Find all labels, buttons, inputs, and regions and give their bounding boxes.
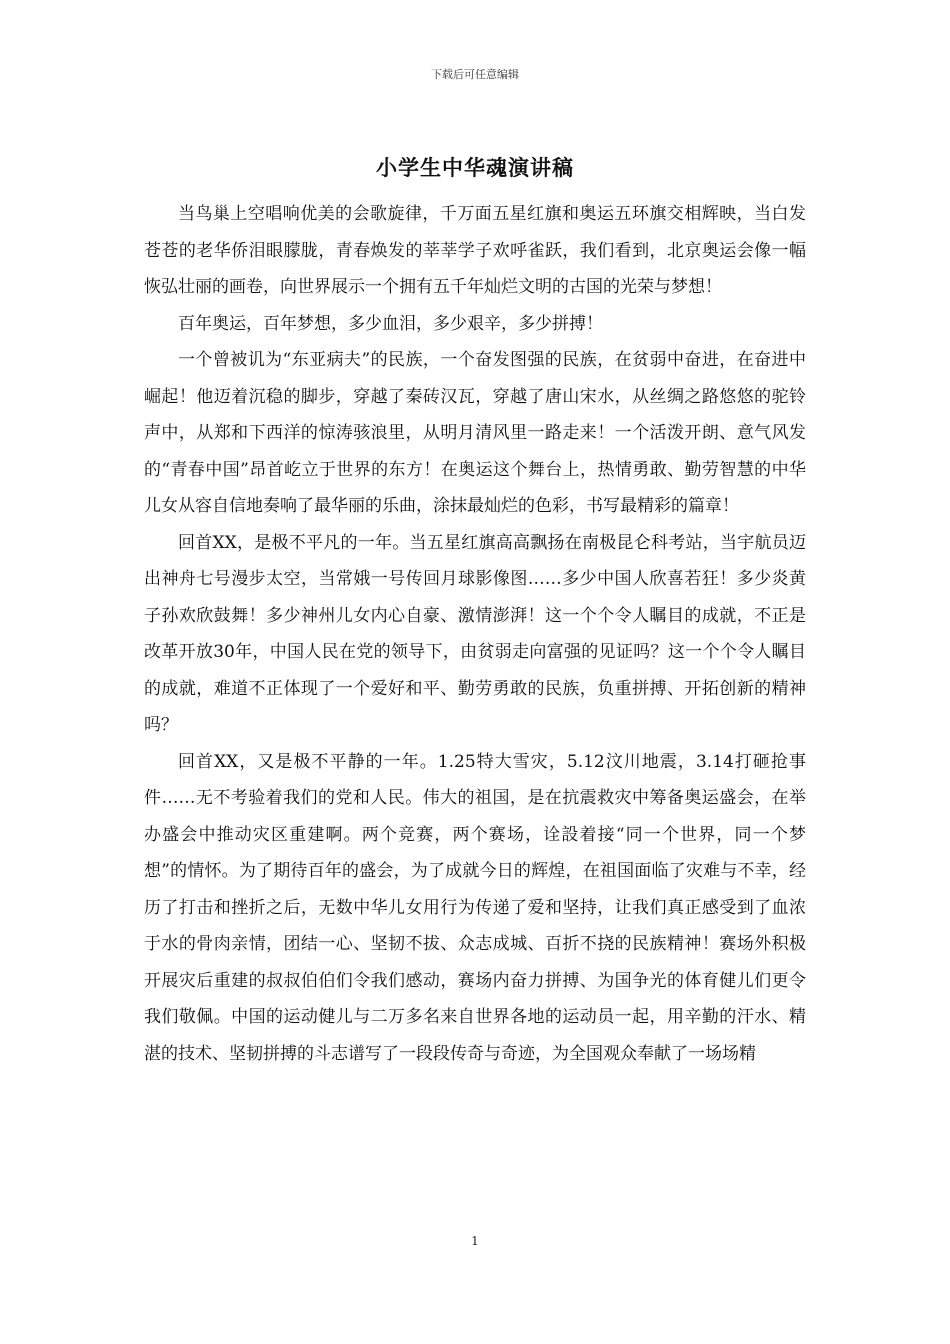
header-note: 下载后可任意编辑	[431, 68, 519, 81]
document-body	[144, 196, 806, 1072]
page-number: 1	[471, 1234, 479, 1248]
paragraph-3: 一个曾被讥为“东亚病夫”的民族，一个奋发图强的民族，在贫弱中奋进，在奋进中崛起！他迈着沉稳的脚步，穿越了秦砖汉瓦，穿越了唐山宋水，从丝绸之路悠悠的驼铃声中，从郑和下西洋的惊涛骇浪里，从明月清风里一路走来！一个活泼开朗、意气风发的“青春中国”昂首屹立于世界的东方！在奥运这个舞台上，热情勇敢、勤劳智慧的中华儿女从容自信地奏响了最华丽的乐曲，涂抹最灿烂的色彩，书写最精彩的篇章！	[144, 350, 806, 516]
paragraph-4: 回首XX，是极不平凡的一年。当五星红旗高高飘扬在南极昆仑科考站，当宇航员迈出神舟七号漫步太空，当常娥一号传回月球影像图……多少中国人欣喜若狂！多少炎黄子孙欢欣鼓舞！多少神州儿女内心自豪、激情澎湃！这一个个令人瞩目的成就，不正是改革开放30年，中国人民在党的领导下，由贫弱走向富强的见证吗？这一个个令人瞩目的成就，难道不正体现了一个爱好和平、勤劳勇敢的民族，负重拼搏、开拓创新的精神吗？	[144, 532, 806, 735]
paragraph-1: 当鸟巢上空唱响优美的会歌旋律，千万面五星红旗和奥运五环旗交相辉映，当白发苍苍的老华侨泪眼朦胧，青春焕发的莘莘学子欢呼雀跃，我们看到，北京奥运会像一幅恢弘壮丽的画卷，向世界展示一个拥有五千年灿烂文明的古国的光荣与梦想！	[144, 204, 806, 297]
paragraph-2: 百年奥运，百年梦想，多少血泪，多少艰辛，多少拼搏！	[178, 313, 603, 334]
paragraph-5: 回首XX，又是极不平静的一年。1.25特大雪灾，5.12汶川地震，3.14打砸抢事件……无不考验着我们的党和人民。伟大的祖国，是在抗震救灾中筹备奥运盛会，在举办盛会中推动灾区重建啊。两个竞赛，两个赛场，诠設着接“同一个世界，同一个梦想”的情怀。为了期待百年的盛会，为了成就今日的辉煌，在祖国面临了灾难与不幸，经历了打击和挫折之后，无数中华儿女用行为传递了爱和坚持，让我们真正感受到了血浓于水的骨肉亲情，团结一心、坚韧不拔、众志成城、百折不挠的民族精神！赛场外积极开展灾后重建的叔叔伯伯们令我们感动，赛场内奋力拼搏、为国争光的体育健儿们更令我们敬佩。中国的运动健儿与二万多名来自世界各地的运动员一起，用辛勤的汗水、精湛的技术、坚韧拼搏的斗志谱写了一段段传奇与奇迹，为全国观众奉献了一场场精	[144, 751, 806, 1064]
document-title: 小学生中华魂演讲稿	[376, 155, 574, 180]
